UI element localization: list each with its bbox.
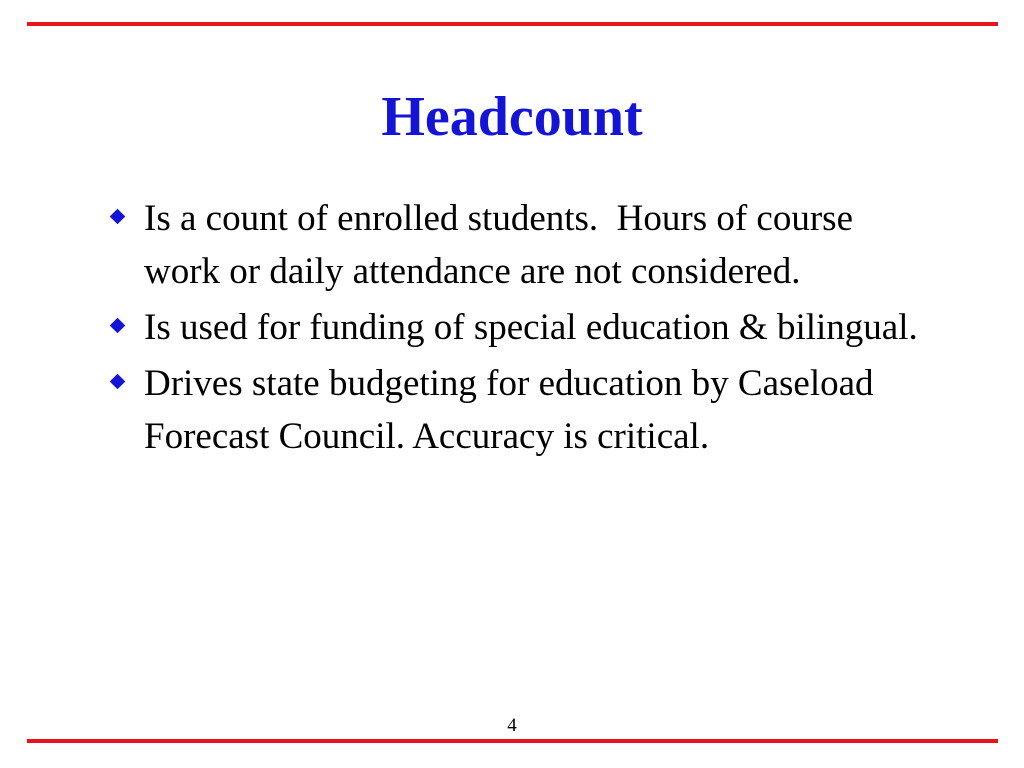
bullet-text-1: Is a count of enrolled students. Hours of course work or daily attendance are not considered. bbox=[144, 198, 863, 292]
bullet-item-1 bbox=[110, 192, 930, 298]
diamond-bullet-icon bbox=[110, 318, 126, 334]
bottom-red-rule bbox=[27, 739, 998, 743]
bullet-list bbox=[110, 192, 930, 466]
diamond-bullet-icon bbox=[110, 209, 126, 225]
top-red-rule bbox=[27, 22, 998, 26]
bullet-item-2 bbox=[110, 301, 930, 354]
bullet-text-3: Drives state budgeting for education by Caseload Forecast Council. Accuracy is critical. bbox=[144, 363, 874, 457]
bullet-text-2: Is used for funding of special education & bilingual. bbox=[144, 307, 918, 348]
bullet-item-3 bbox=[110, 357, 930, 463]
slide-title: Headcount bbox=[381, 86, 643, 148]
page-number: 4 bbox=[507, 715, 517, 736]
diamond-bullet-icon bbox=[110, 374, 126, 390]
